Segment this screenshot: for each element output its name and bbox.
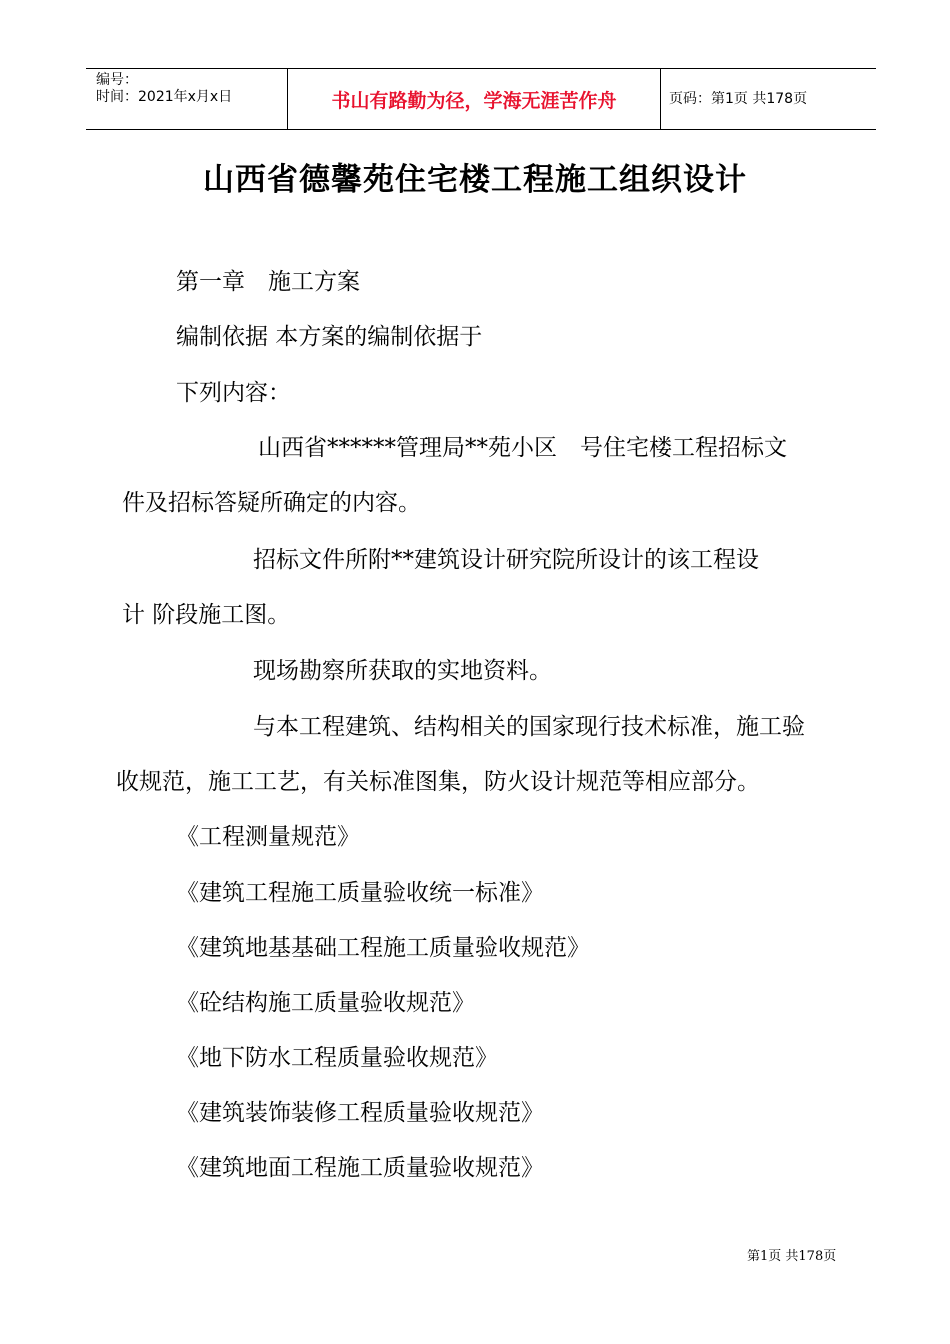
standard-item: 《建筑装饰装修工程质量验收规范》 — [176, 1100, 544, 1126]
basis-item-3: 现场勘察所获取的实地资料。 — [253, 658, 552, 684]
basis-item-4-line1: 与本工程建筑、结构相关的国家现行技术标准，施工验 — [253, 714, 805, 740]
header-page-info: 页码：第1页 共178页 — [669, 91, 808, 107]
standard-item: 《建筑工程施工质量验收统一标准》 — [176, 880, 544, 906]
basis-item-1-line1: 山西省******管理局**苑小区 号住宅楼工程招标文 — [258, 435, 787, 461]
basis-item-4-line2: 收规范，施工工艺，有关标准图集，防火设计规范等相应部分。 — [116, 769, 760, 795]
standard-item: 《砼结构施工质量验收规范》 — [176, 990, 475, 1016]
basis-item-2-line1: 招标文件所附**建筑设计研究院所设计的该工程设 — [253, 547, 759, 573]
doc-number-label: 编号： — [96, 72, 138, 88]
standard-item: 《地下防水工程质量验收规范》 — [176, 1045, 498, 1071]
basis-heading-line2: 下列内容： — [176, 380, 291, 406]
standard-item: 《建筑地面工程施工质量验收规范》 — [176, 1155, 544, 1181]
page-footer: 第1页 共178页 — [747, 1249, 837, 1264]
header-motto: 书山有路勤为径，学海无涯苦作舟 — [331, 90, 617, 112]
basis-item-2-line2: 计 阶段施工图。 — [122, 602, 291, 628]
document-title: 山西省德馨苑住宅楼工程施工组织设计 — [203, 162, 747, 198]
basis-heading-line1: 编制依据 本方案的编制依据于 — [176, 324, 483, 350]
basis-item-1-line2: 件及招标答疑所确定的内容。 — [122, 490, 421, 516]
doc-time: 时间：2021年x月x日 — [96, 89, 233, 105]
standard-item: 《工程测量规范》 — [176, 824, 360, 850]
header-motto-cell — [287, 69, 661, 129]
chapter-heading: 第一章 施工方案 — [176, 269, 360, 295]
header-meta-cell — [86, 69, 287, 129]
standard-item: 《建筑地基基础工程施工质量验收规范》 — [176, 935, 590, 961]
page-header — [86, 68, 876, 130]
header-page-cell — [661, 69, 876, 129]
